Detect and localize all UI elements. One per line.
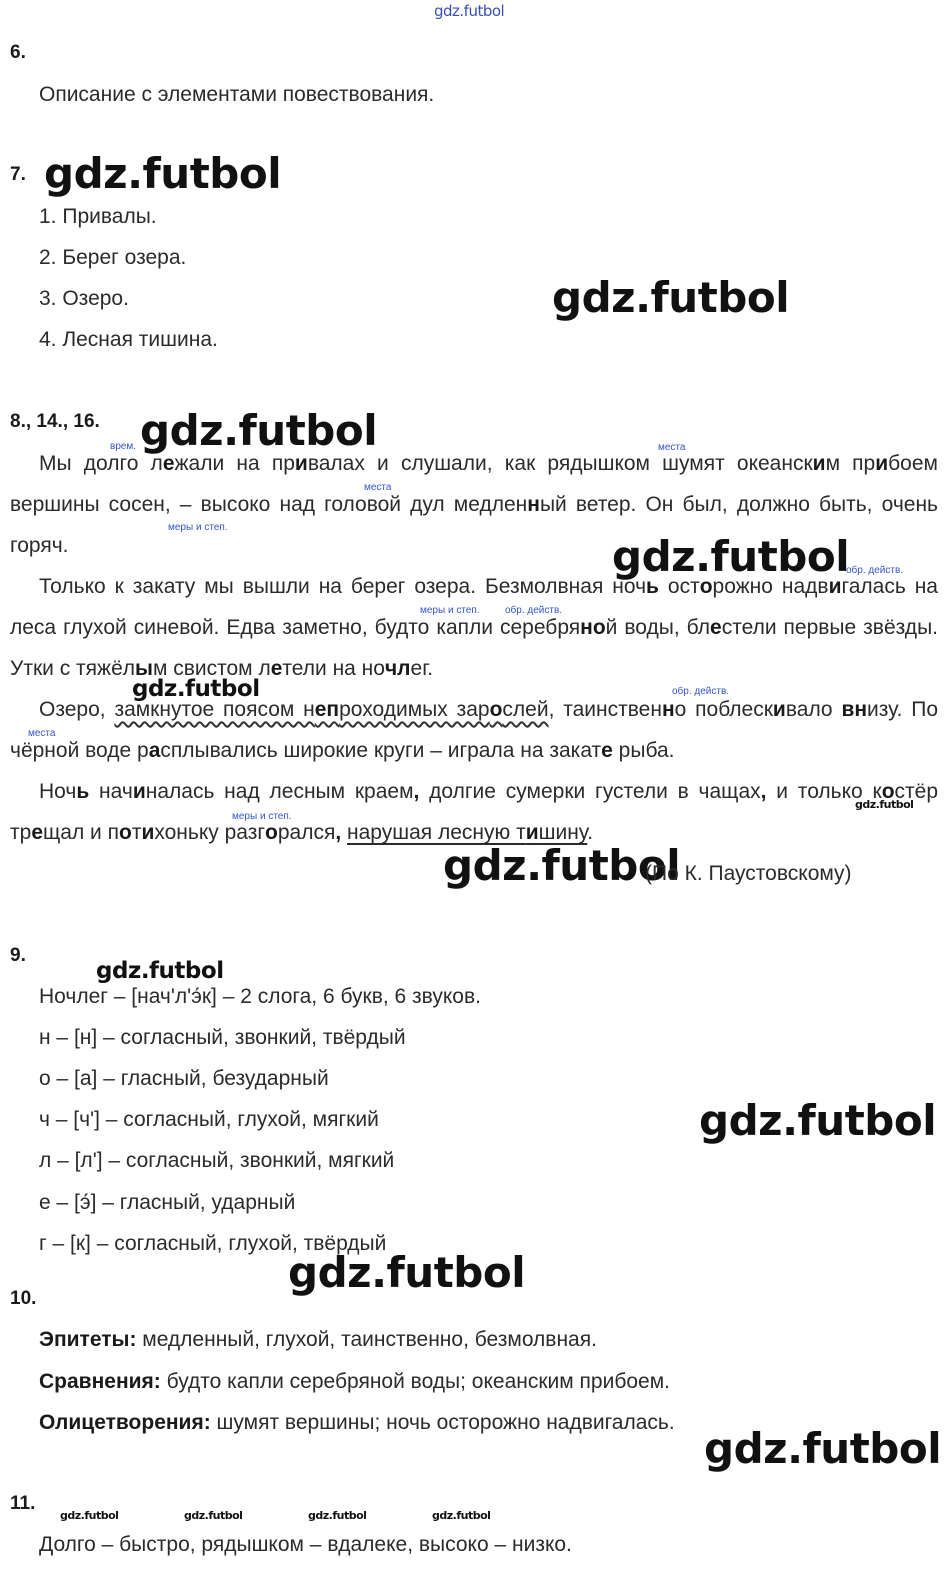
text-paragraph-4: Ночь начиналась над лесным краем, долгие сумерки густели в чащах, и только костёр трещал и потихоньку разгорался, нарушая лесную тишину. — [10, 780, 938, 844]
personification-line — [39, 1411, 675, 1435]
text-paragraph-2: Только к закату мы вышли на берег озера. Безмолвная ночь осторожно надвигалась на леса глухой синевой. Едва заметно, будто капли серебряной воды, блестели первые звёзды. Утки с тяжёлым свистом летели на ночлег. — [10, 575, 938, 680]
watermark: gdz.futbol — [432, 1509, 491, 1522]
watermark: gdz.futbol — [612, 532, 850, 581]
epithets-line — [39, 1328, 597, 1352]
comparisons-line — [39, 1370, 670, 1394]
watermark-top: gdz.futbol — [434, 2, 505, 20]
watermark: gdz.futbol — [699, 1096, 937, 1145]
annotation-note: места — [658, 442, 686, 453]
watermark: gdz.futbol — [443, 841, 681, 890]
phonetic-title: Ночлег – [нач'л'э́к] – 2 слога, 6 букв, 6 звуков. — [39, 985, 481, 1008]
section-7-item: 2. Берег озера. — [39, 246, 187, 269]
section-7-item: 3. Озеро. — [39, 287, 129, 310]
attribution: (По К. Паустовскому) — [645, 862, 852, 885]
phonetic-row: л – [л'] – согласный, звонкий, мягкий — [39, 1149, 395, 1172]
section-7-item: 1. Привалы. — [39, 205, 157, 228]
phonetic-row: н – [н] – согласный, звонкий, твёрдый — [39, 1026, 406, 1049]
annotation-note: обр. действ. — [672, 686, 730, 697]
section-9-number: 9. — [10, 945, 26, 966]
section-11-number: 11. — [10, 1493, 36, 1514]
section-7-number: 7. — [10, 164, 26, 185]
watermark: gdz.futbol — [44, 149, 282, 198]
comparisons-text: будто капли серебряной воды; океанским прибоем. — [160, 1370, 670, 1393]
annotation-note: места — [28, 728, 56, 739]
phonetic-row: ч – [ч'] – согласный, глухой, мягкий — [39, 1108, 379, 1131]
section-10-number: 10. — [10, 1288, 37, 1309]
annotation-note: меры и степ. — [232, 811, 292, 822]
section-7-item: 4. Лесная тишина. — [39, 328, 218, 351]
annotation-note: обр. действ. — [846, 565, 904, 576]
epithets-text: медленный, глухой, таинственно, безмолвная. — [136, 1328, 597, 1351]
annotation-note: обр. действ. — [505, 605, 563, 616]
annotation-note: места — [364, 482, 392, 493]
epithets-label: Эпитеты: — [39, 1328, 137, 1351]
watermark: gdz.futbol — [704, 1424, 942, 1473]
watermark: gdz.futbol — [132, 676, 260, 702]
watermark: gdz.futbol — [308, 1509, 367, 1522]
watermark: gdz.futbol — [140, 406, 378, 455]
section-6-text: Описание с элементами повествования. — [39, 83, 435, 106]
personification-label: Олицетворения: — [39, 1411, 211, 1434]
section-11-text: Долго – быстро, рядышком – вдалеке, высоко – низко. — [39, 1533, 572, 1556]
watermark: gdz.futbol — [60, 1509, 119, 1522]
annotation-note: врем. — [110, 441, 137, 452]
phonetic-row: о – [а] – гласный, безударный — [39, 1067, 329, 1090]
watermark: gdz.futbol — [855, 798, 914, 811]
section-8-number: 8., 14., 16. — [10, 411, 100, 432]
watermark: gdz.futbol — [288, 1248, 526, 1297]
watermark: gdz.futbol — [96, 958, 224, 984]
watermark: gdz.futbol — [552, 273, 790, 322]
section-6-number: 6. — [10, 42, 26, 63]
watermark: gdz.futbol — [184, 1509, 243, 1522]
phonetic-row: г – [к] – согласный, глухой, твёрдый — [39, 1232, 387, 1255]
comparisons-label: Сравнения: — [39, 1370, 161, 1393]
phonetic-row: е – [э́] – гласный, ударный — [39, 1191, 296, 1214]
text-paragraph-3: Озеро, замкнутое поясом непроходимых зарослей, таинственно поблескивало внизу. По чёрной воде расплывались широкие круги – играла на закате рыба. — [10, 698, 939, 762]
text-paragraph-1: Мы долго лежали на привалах и слушали, как рядышком шумят океанским прибоем вершины сосен, – высоко над головой дул медленный ветер. Он был, должно быть, очень горяч. — [10, 452, 939, 557]
personification-text: шумят вершины; ночь осторожно надвигалась. — [210, 1411, 675, 1434]
annotation-note: меры и степ. — [168, 522, 228, 533]
annotation-note: меры и степ. — [420, 605, 480, 616]
